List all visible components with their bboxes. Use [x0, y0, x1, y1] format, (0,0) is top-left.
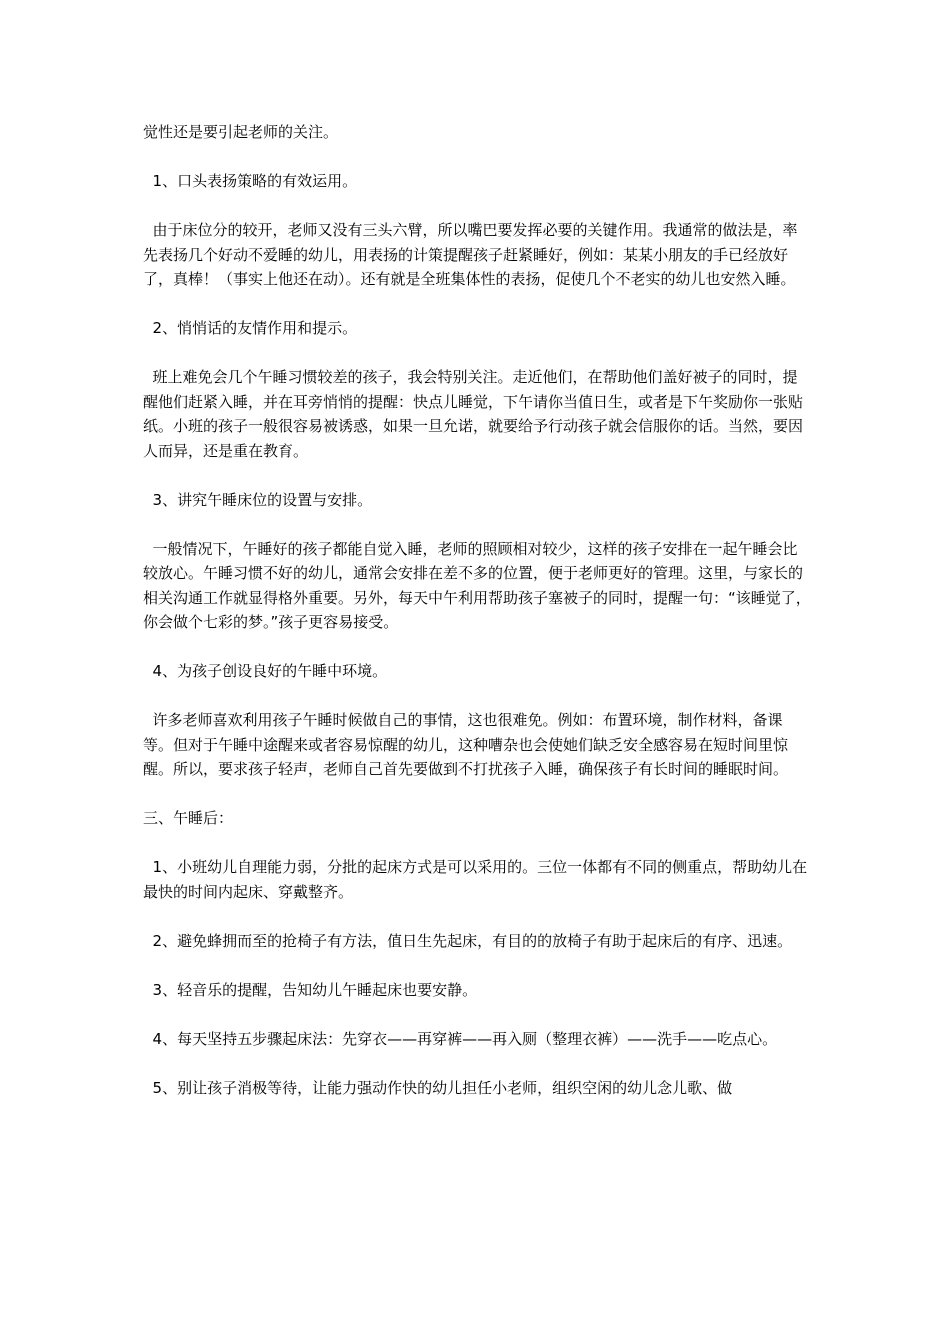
subheading-2: 2、悄悄话的友情作用和提示。	[143, 319, 358, 337]
document-body	[143, 120, 811, 1100]
list-item-5: 5、别让孩子消极等待，让能力强动作快的幼儿担任小老师，组织空闲的幼儿念儿歌、做	[143, 1078, 733, 1097]
paragraph-praise: 由于床位分的较开，老师又没有三头六臂，所以嘴巴要发挥必要的关键作用。我通常的做法是，率先表扬几个好动不爱睡的幼儿，用表扬的计策提醒孩子赶紧睡好，例如：某某小朋友的手已经放好了，真棒！（事实上他还在动）。还有就是全班集体性的表扬，促使几个不老实的幼儿也安然入睡。	[143, 221, 798, 288]
subheading-3: 3、讲究午睡床位的设置与安排。	[143, 490, 373, 509]
list-item-4: 4、每天坚持五步骤起床法：先穿衣——再穿裤——再入厕（整理衣裤）——洗手——吃点心。	[143, 1029, 778, 1048]
list-item-1: 1、小班幼儿自理能力弱，分批的起床方式是可以采用的。三位一体都有不同的侧重点，帮助幼儿在最快的时间内起床、穿戴整齐。	[143, 858, 808, 901]
paragraph-continuation: 觉性还是要引起老师的关注。	[143, 123, 339, 141]
paragraph-bed-arrangement: 一般情况下，午睡好的孩子都能自觉入睡，老师的照顾相对较少，这样的孩子安排在一起午睡会比较放心。午睡习惯不好的幼儿，通常会安排在差不多的位置，便于老师更好的管理。这里，与家长的相关沟通工作就显得格外重要。另外，每天中午利用帮助孩子塞被子的同时，提醒一句：“该睡觉了，你会做个七彩的梦。”孩子更容易接受。	[143, 539, 811, 631]
paragraph-environment: 许多老师喜欢利用孩子午睡时候做自己的事情，这也很难免。例如：布置环境，制作材料，备课等。但对于午睡中途醒来或者容易惊醒的幼儿，这种嘈杂也会使她们缺乏安全感容易在短时间里惊醒。所以，要求孩子轻声，老师自己首先要做到不打扰孩子入睡，确保孩子有长时间的睡眠时间。	[143, 711, 789, 778]
paragraph-whisper: 班上难免会几个午睡习惯较差的孩子，我会特别关注。走近他们，在帮助他们盖好被子的同时，提醒他们赶紧入睡，并在耳旁悄悄的提醒：快点儿睡觉，下午请你当值日生，或者是下午奖励你一张贴纸。小班的孩子一般很容易被诱惑，如果一旦允诺，就要给予行动孩子就会信服你的话。当然，要因人而异，还是重在教育。	[143, 368, 804, 460]
subheading-4: 4、为孩子创设良好的午睡中环境。	[143, 662, 388, 680]
list-item-3: 3、轻音乐的提醒，告知幼儿午睡起床也要安静。	[143, 980, 478, 999]
section-heading-after-nap: 三、午睡后：	[143, 809, 234, 827]
list-item-2: 2、避免蜂拥而至的抢椅子有方法，值日生先起床，有目的的放椅子有助于起床后的有序、迅速。	[143, 931, 793, 950]
subheading-1: 1、口头表扬策略的有效运用。	[143, 172, 358, 190]
